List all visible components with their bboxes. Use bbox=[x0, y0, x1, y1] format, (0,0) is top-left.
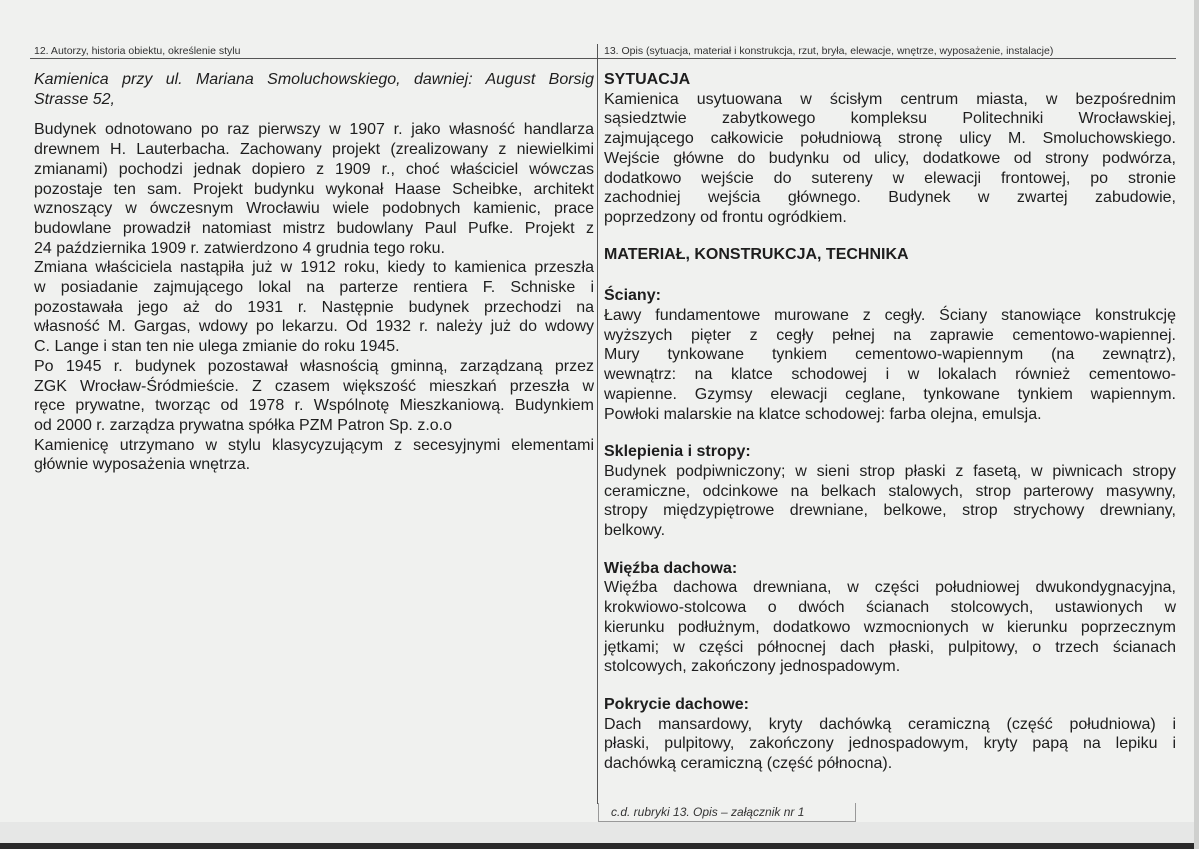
section-heading: Pokrycie dachowe: bbox=[604, 695, 749, 713]
section bbox=[604, 245, 1176, 265]
building-title bbox=[34, 70, 594, 109]
scan-edge bbox=[0, 843, 1199, 849]
right-section-header: 13. Opis (sytuacja, materiał i konstrukcja, rzut, bryła, elewacje, wnętrze, wyposażenie, instalacje) bbox=[604, 45, 1054, 57]
text-line: sąsiedztwie zabytkowego kompleksu Politechniki Wrocławskiej, bbox=[604, 110, 1176, 128]
text-line: stropy międzypiętrowe drewniane, belkowe, strop strychowy drewniany, bbox=[604, 502, 1176, 520]
text-line: od 2000 r. zarządza prywatna spółka PZM Patron Sp. z.o.o bbox=[34, 416, 452, 434]
text-line: Mury tynkowane tynkiem cementowo-wapiennym (na zewnątrz), bbox=[604, 346, 1176, 364]
text-line: pozostaje ten sam. Projekt budynku wykonał Haase Scheibke, architekt bbox=[34, 180, 594, 198]
scan-right-edge bbox=[1194, 0, 1199, 849]
text-line: wapienne. Gzymsy elewacji ceglane, tynkowane tynkiem wapiennym. bbox=[604, 385, 1176, 403]
text-line: dachówką ceramiczną (część północna). bbox=[604, 755, 893, 773]
history-paragraph bbox=[34, 436, 594, 475]
section-heading: SYTUACJA bbox=[604, 71, 691, 88]
text-line: poprzedzony od frontu ogródkiem. bbox=[604, 208, 847, 226]
section-heading: Więźba dachowa: bbox=[604, 559, 738, 577]
title-line: Strasse 52, bbox=[34, 90, 115, 108]
text-line: wyższych pięter z cegły pełnej na zaprawie cementowo-wapiennej. bbox=[604, 326, 1176, 344]
text-line: ZGK Wrocław-Śródmieście. Z czasem większość mieszkań przeszła w bbox=[34, 377, 594, 395]
text-line: dodatkowo wejście do sutereny w elewacji frontowej, po stronie bbox=[604, 169, 1176, 187]
text-line: kierunku podłużnym, dodatkowo wzmocnionych w kierunku poprzecznym bbox=[604, 618, 1176, 636]
text-line: własność M. Gargas, wdowy po lekarzu. Od 1932 r. należy już do wdowy bbox=[34, 318, 594, 336]
continuation-note: c.d. rubryki 13. Opis – załącznik nr 1 bbox=[598, 803, 856, 822]
text-line: ceramiczne, odcinkowe na belkach stalowych, strop parterowy masywny, bbox=[604, 482, 1176, 500]
text-line: zmianami) pochodzi jednak dopiero z 1909 r., choć właściciel wówczas bbox=[34, 160, 594, 178]
text-line: płaski, pulpitowy, zakończony jednospadowym, kryty papą na lepiku i bbox=[604, 735, 1176, 753]
left-section-header: 12. Autorzy, historia obiektu, określenie stylu bbox=[34, 45, 241, 57]
section bbox=[604, 286, 1176, 424]
section-heading: MATERIAŁ, KONSTRUKCJA, TECHNIKA bbox=[604, 245, 909, 263]
text-line: drewnem H. Lauterbacha. Zachowany projekt (zrealizowany z niewielkimi bbox=[34, 141, 594, 159]
text-line: pozostawała jego aż do 1931 r. Następnie budynek przechodzi na bbox=[34, 298, 594, 316]
text-line: Budynek podpiwniczony; w sieni strop płaski z fasetą, w piwnicach stropy bbox=[604, 462, 1176, 480]
text-line: wewnątrz: na klatce schodowej i w lokalach również cementowo- bbox=[604, 366, 1176, 384]
text-line: Kamienicę utrzymano w stylu klasycyzującym z secesyjnymi elementami bbox=[34, 436, 594, 454]
text-line: zachodniej wejścia głównego. Budynek w zwartej zabudowie, bbox=[604, 189, 1176, 207]
history-paragraph bbox=[34, 120, 594, 258]
header-divider bbox=[30, 58, 1176, 59]
section bbox=[604, 695, 1176, 774]
text-line: głównie wyposażenia wnętrza. bbox=[34, 456, 251, 474]
history-paragraph bbox=[34, 357, 594, 436]
text-line: ręce prywatne, tworząc od 1978 r. Wspólnotę Mieszkaniową. Budynkiem bbox=[34, 397, 594, 415]
history-paragraph bbox=[34, 258, 594, 357]
section bbox=[604, 559, 1176, 677]
scan-bottom-margin bbox=[0, 822, 1199, 844]
text-line: w posiadanie zajmującego lokal na parterze rentiera F. Schniske i bbox=[34, 279, 594, 297]
text-line: krokwiowo-stolcowa o dwóch ścianach stolcowych, ustawionych w bbox=[604, 599, 1176, 617]
history-column bbox=[34, 70, 594, 475]
text-line: zajmującego całkowicie południową stronę ulicy M. Smoluchowskiego. bbox=[604, 130, 1176, 148]
text-line: belkowy. bbox=[604, 522, 666, 540]
section bbox=[604, 70, 1176, 228]
text-line: Ławy fundamentowe murowane z cegły. Ściany stanowiące konstrukcję bbox=[604, 307, 1176, 325]
section-heading: Ściany: bbox=[604, 287, 661, 305]
title-line: Kamienica przy ul. Mariana Smoluchowskiego, dawniej: August Borsig bbox=[34, 71, 594, 88]
text-line: Budynek odnotowano po raz pierwszy w 1907 r. jako własność handlarza bbox=[34, 121, 594, 139]
text-line: Po 1945 r. budynek pozostawał własnością gminną, zarządzaną przez bbox=[34, 357, 594, 375]
text-line: budowlane prowadził natomiast mistrz budowlany Paul Pufke. Projekt z bbox=[34, 219, 594, 237]
section-heading: Sklepienia i stropy: bbox=[604, 443, 751, 461]
text-line: Dach mansardowy, kryty dachówką ceramiczną (część południowa) i bbox=[604, 715, 1176, 733]
text-line: C. Lange i stan ten nie ulega zmianie do roku 1945. bbox=[34, 338, 400, 356]
text-line: stolcowych, zakończony jednospadowym. bbox=[604, 658, 901, 676]
section bbox=[604, 442, 1176, 541]
column-divider bbox=[597, 44, 598, 804]
description-column bbox=[604, 70, 1176, 774]
text-line: Powłoki malarskie na klatce schodowej: farba olejna, emulsja. bbox=[604, 405, 1042, 423]
text-line: jętkami; w części północnej dach płaski, pulpitowy, o trzech ścianach bbox=[604, 638, 1176, 656]
text-line: wznoszący w ówczesnym Wrocławiu wiele podobnych kamienic, prace bbox=[34, 200, 594, 218]
text-line: Więźba dachowa drewniana, w części południowej dwukondygnacyjna, bbox=[604, 579, 1176, 597]
text-line: Wejście główne do budynku od ulicy, dodatkowe od strony podwórza, bbox=[604, 149, 1176, 167]
text-line: Kamienica usytuowana w ścisłym centrum miasta, w bezpośrednim bbox=[604, 90, 1176, 108]
text-line: 24 października 1909 r. zatwierdzono 4 grudnia tego roku. bbox=[34, 239, 445, 257]
text-line: Zmiana właściciela nastąpiła już w 1912 roku, kiedy to kamienica przeszła bbox=[34, 259, 594, 277]
